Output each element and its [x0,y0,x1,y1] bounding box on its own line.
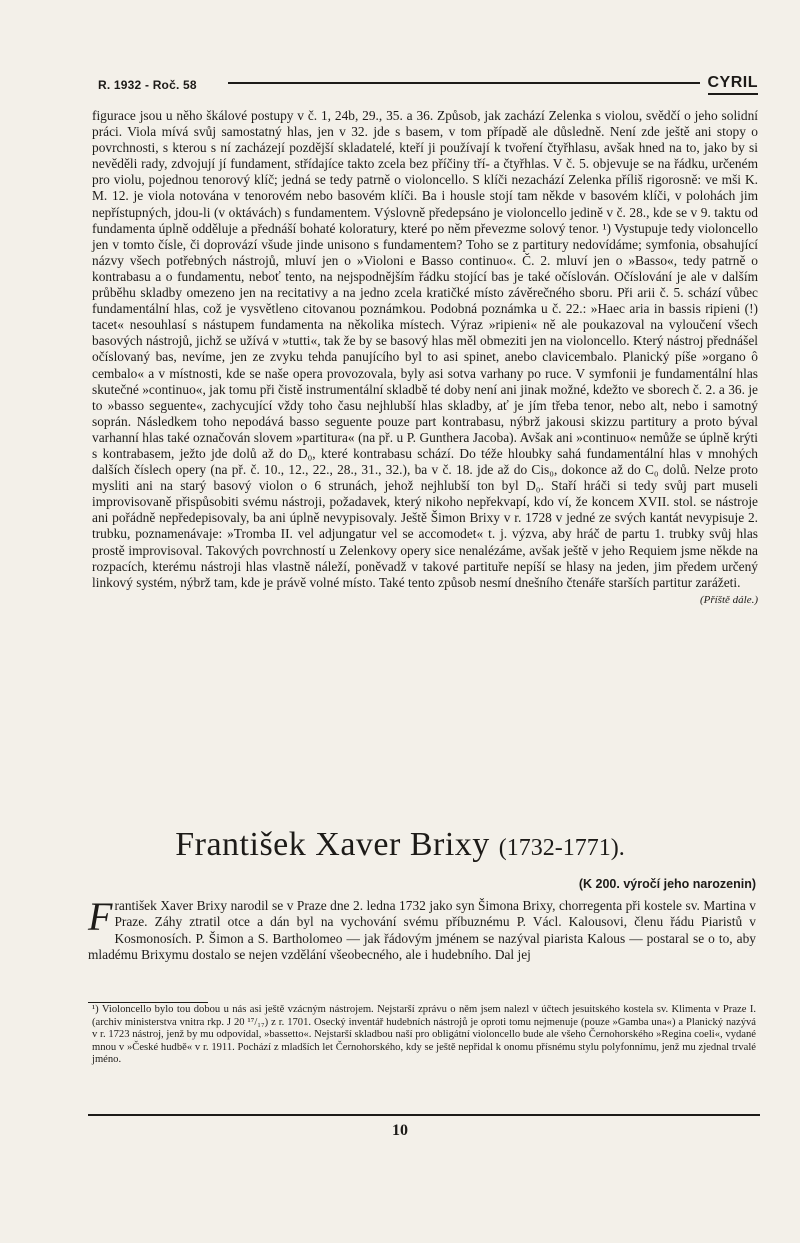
continued-paragraph: figurace jsou u něho škálové postupy v č. 1, 24b, 29., 35. a 36. Způsob, jak zachází Zelenka s violou, svědčí o jeho solidní práci. Viola mívá svůj samostatný hlas, jen v 32. jde s basem, v tom případě ale důsledně. Není zde ještě ani stopy o povrchnosti, s kterou s ní zacházejí pozdější skladatelé, kteří ji používají k tvoření čtyřhlasu, avšak hned na to, jako by si nevěděli rady, zdvojují jí fundament, střídajíce takto zcela bez příčiny tří- a čtyřhlas. V č. 5. objevuje se na řádku, určeném pro violu, pojednou tenorový klíč; jedná se tedy patrně o violoncello. S klíči nezachází Zelenka příliš rigorosně: ve mši K. M. 12. je viola notována v tenorovém nebo basovém klíči. Ba i housle stojí tam někde v basovém klíči, v polohách jim nepřístupných, jdou-li (v oktávách) s fundamentem. Výslovně předepsáno je violoncello jedině v č. 28., kde se v 9. taktu od fundamenta úplně odděluje a přednáší bohaté koloratury, které po něm převezme solový tenor. ¹) Vystupuje tedy violoncello jen v tomto čísle, či doprovází všude jinde unisono s fundamentem? Toho se z partitury nedovídáme; symfonia, obsahující názvy všech potřebných nástrojů, mluví jen o »Violoni e Basso continuo«. Č. 2. mluví jen o »Basso«, tedy patrně o kontrabasu a o fundamentu, neboť tento, na nejspodnějším řádku stojící bas je také očíslován. Očíslování je ale v dalším průběhu skladby omezeno jen na recitativy a na jedno zcela kratičké místo závěrečného sboru. Při arii č. 5. schází vůbec fundamentální hlas, což je vysvětleno citovanou poznámkou. Podobná poznámka u č. 22.: »Haec aria in bassis ripieni (!) tacet« nesouhlasí s nástupem fundamenta na několika místech. Výraz »ripieni« ně ale poukazoval na vyloučení všech basových nástrojů, jichž se užívá v »tutti«, tak že by se basový hlas měl obmeziti jen na violoncello. Který nástroj přednášel očíslovaný bas, nevíme, jen ze zvyku tehda panujícího byl to asi spinet, anebo clavicembalo. Planický píše »organo ô cembalo« a v místnosti, kde se naše opera provozovala, byly asi sotva varhany po ruce. V symfonii je fundamentální hlas skutečné »continuo«, jak tomu při čistě instrumentální skladbě té doby není ani jinak možné, kdežto ve sborech č. 2. a 36. je to »basso seguente«, zachycující vždy toho času nejhlubší hlas skladby, ať je jím třeba tenor, nebo alt, nebo i samotný soprán. Následkem toho nepodává basso seguente pouze part kontrabasu, nýbrž jakousi skizzu partitury a proto býval varhanní hlas také označován slovem »partitura« (na př. u P. Gunthera Jacoba). Avšak ani »continuo« nemůže se úplně krýti s kontrabasem, ježto jde dolů až do D₀, které kontrabasu schází. Do téže hloubky sahá fundamentální hlas v mnohých dalších číslech opery (na př. č. 10., 12., 22., 28., 31., 32.), ba v č. 18. jde až do Cis₀, dokonce až do C₀ dolů. Nelze proto mysliti ani na starý basový violon o 6 strunách, jehož nejhlubší ton byl D₀. Staří hráči si tedy svůj part museli improvisovaně přispůsobiti svému nástroji, požadavek, který nikoho nepřekvapí, kdo ví, že koncem XVII. stol. se nástroje ani pořádně nepředepisovaly, ba ani úplně nevypisovaly. Ještě Šimon Brixy v r. 1728 v jedné ze svých kantát nevypisuje 2. trubku, poznamenávaje: »Tromba II. vel adjungatur vel se accomodet« t. j. výzva, aby hráč de partu 1. trubky svůj hlas prostě improvisoval. Takových povrchností u Zelenkovy opery sice nenalézáme, avšak ještě v jeho Requiem jsme někde na rozpacích, kterému nástroji hlas vlastně náleží, poněvadž v takové partituře nepíší se hlasy na jeden, jim předem určený linkový systém, nýbrž tam, kde je právě volné místo. Také tento způsob nesmí dnešního čtenáře starších partitur zarážeti. [92,108,758,590]
article-title-name: František Xaver Brixy [175,826,490,863]
article-title [0,826,800,864]
article-title-years: (1732-1771). [498,835,625,861]
article-dropcap: F [88,894,113,939]
running-header [98,74,758,96]
article-subtitle: (K 200. výročí jeho narozenin) [578,877,756,891]
header-journal-title: CYRIL [708,74,759,95]
footnote [92,1004,756,1067]
page-number: 10 [392,1122,408,1139]
header-issue: R. 1932 - Roč. 58 [98,78,197,92]
continued-signoff: (Příště dále.) [699,593,758,606]
footer-rule [88,1114,760,1116]
continued-article-body [92,108,758,608]
footnote-text: ¹) Violoncello bylo tou dobou u nás asi ještě vzácným nástrojem. Nejstarší zprávu o něm jsem nalezl v účtech jesuitského kostela sv. Klimenta v Praze I. (archiv ministerstva vnitra rkp. J 20 ¹⁷/₁₇) z r. 1701. Osecký inventář hudebních nástrojů je oproti tomu nejmenuje (pouze »Gamba una«) a Planický nazývá v r. 1723 nástroj, jenž by mu odpovídal, »bassetto«. Nejstarší skladbou naší pro obligátní violoncello bude ale všeho Černohorského »Regina coeli«, vydané mnou v »České hudbě« v r. 1911. Pochází z mladších let Černohorského, kdy se ještě nepřidal k onomu přísnému stylu polyfonnímu, jenž mu zjednal trvalé jméno. [92,1004,756,1066]
footnote-rule [88,1002,208,1003]
article-paragraph: rantišek Xaver Brixy narodil se v Praze dne 2. ledna 1732 jako syn Šimona Brixy, chorregenta při kostele sv. Martina v Praze. Záhy ztratil otce a dán byl na vychování svému příbuznému P. Václ. Kalousovi, členu řádu Piaristů v Kosmonosích. P. Šimon a S. Bartholomeo — jak řádovým jménem se nazýval piarista Kalous — postaral se o to, aby mladému Brixymu dostalo se nejen vzdělání všeobecného, ale i hudebního. Dal jej [88,898,756,963]
article-body [88,894,756,964]
header-rule [228,82,700,84]
